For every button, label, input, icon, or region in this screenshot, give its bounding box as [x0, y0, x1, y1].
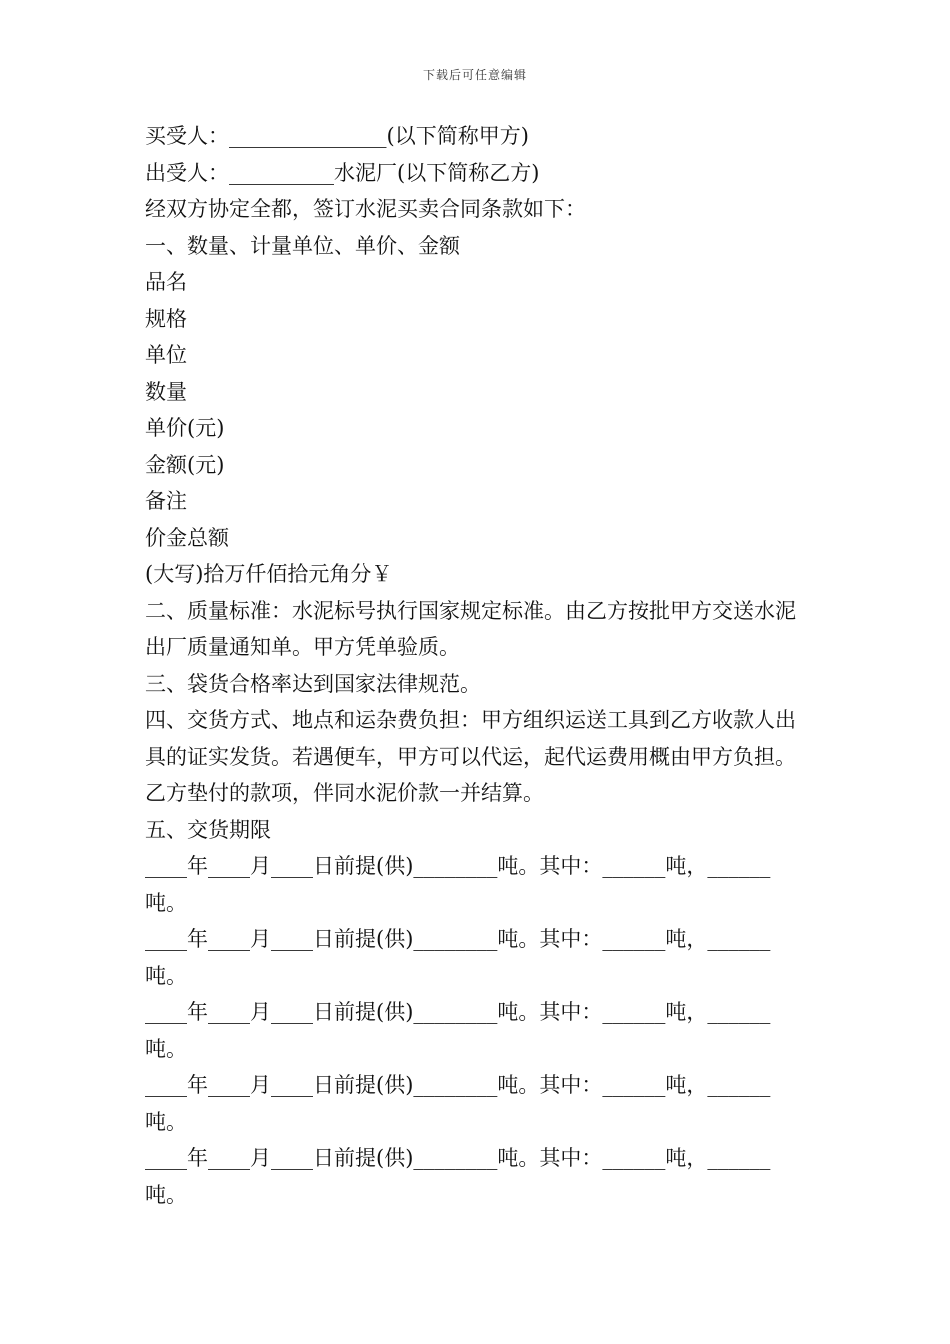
item-total-price: 价金总额	[145, 525, 229, 550]
delivery-line: ____年____月____日前提(供)________吨。其中：______吨，______吨。	[145, 1000, 771, 1061]
item-amount: 金额(元)	[145, 452, 225, 477]
item-product-name: 品名	[145, 270, 187, 294]
item-specification: 规格	[145, 306, 187, 331]
item-unit: 单位	[145, 343, 187, 367]
amount-in-words: (大写)拾万仟佰拾元角分￥	[145, 562, 393, 586]
section-4-delivery-method: 四、交货方式、地点和运杂费负担：甲方组织运送工具到乙方收款人出具的证实发货。若遇便车，甲方可以代运，起代运费用概由甲方负担。乙方垫付的款项，伴同水泥价款一并结算。	[145, 708, 796, 805]
section-3-bag-rate: 三、袋货合格率达到国家法律规范。	[145, 671, 481, 696]
page-header: 下载后可任意编辑	[422, 68, 527, 82]
seller-line: 出受人：__________水泥厂(以下简称乙方)	[145, 160, 540, 185]
delivery-line: ____年____月____日前提(供)________吨。其中：______吨，______吨。	[145, 854, 771, 915]
item-unit-price: 单价(元)	[145, 416, 225, 440]
delivery-line: ____年____月____日前提(供)________吨。其中：______吨，______吨。	[145, 1073, 771, 1134]
item-quantity: 数量	[145, 379, 187, 404]
delivery-line: ____年____月____日前提(供)________吨。其中：______吨，______吨。	[145, 1146, 771, 1207]
buyer-line: 买受人：_______________(以下简称甲方)	[145, 124, 529, 148]
section-5-title: 五、交货期限	[145, 817, 271, 842]
delivery-line: ____年____月____日前提(供)________吨。其中：______吨，______吨。	[145, 927, 771, 988]
intro-line: 经双方协定全都，签订水泥买卖合同条款如下：	[145, 197, 586, 221]
section-1-title: 一、数量、计量单位、单价、金额	[145, 233, 460, 258]
section-2-quality: 二、质量标准：水泥标号执行国家规定标准。由乙方按批甲方交送水泥出厂质量通知单。甲方凭单验质。	[145, 598, 796, 659]
contract-body	[145, 118, 810, 1213]
item-remarks: 备注	[145, 489, 187, 513]
